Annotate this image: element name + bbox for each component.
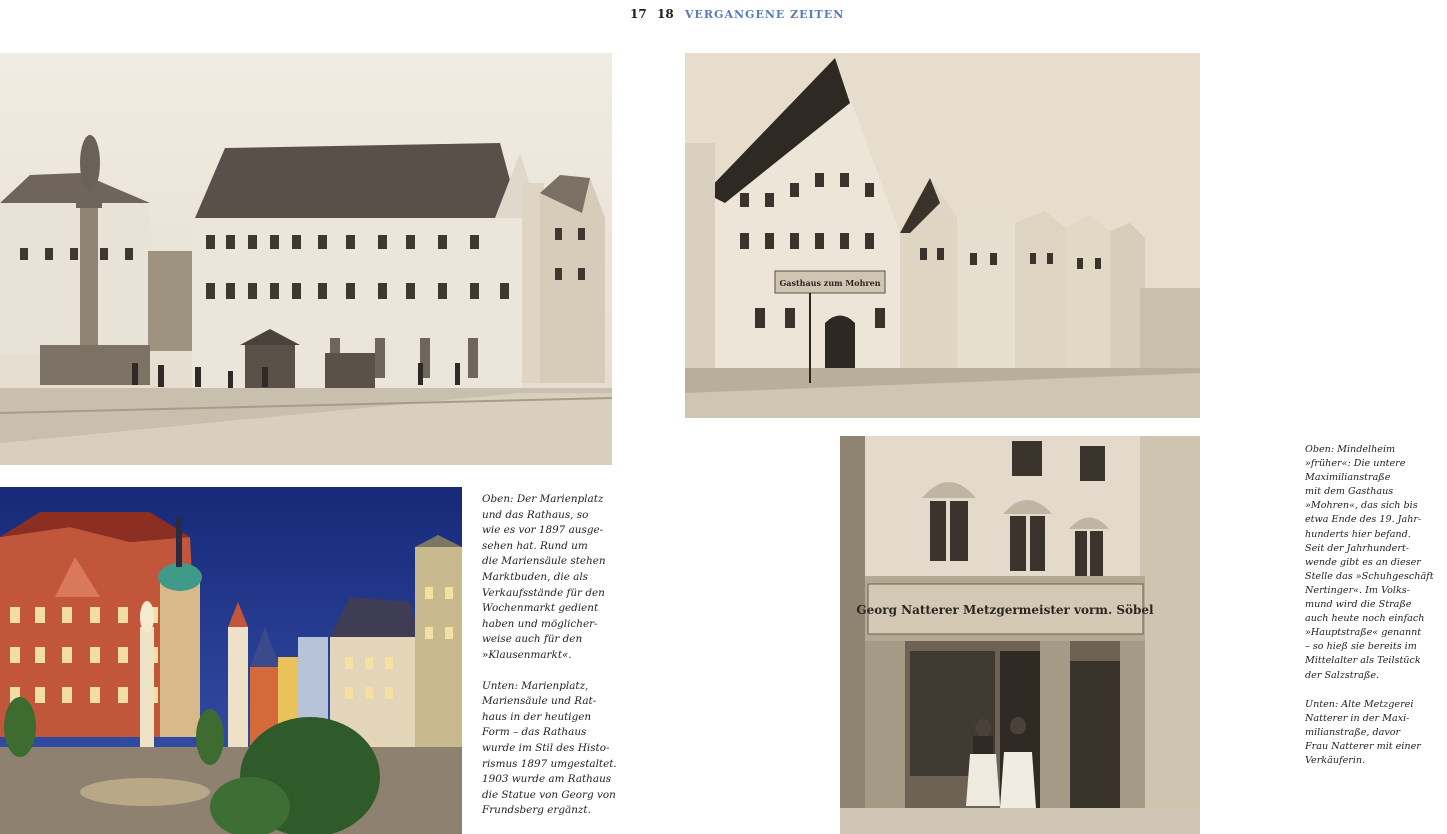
caption-left-bottom: Unten: Marienplatz, Mariensäule und Rat- haus in der heutigen Form – das Rathaus wurde im Stil des Histo- rismus 1897 umgestaltet. 1903 wurde am Rathaus die Statue von Georg von Frundsberg ergänzt. — [482, 679, 617, 817]
photo-maximilianstrasse-historic — [685, 53, 1200, 418]
caption-right-top: Oben: Mindelheim »früher«: Die untere Maximilianstraße mit dem Gasthaus »Mohren«, das sich bis etwa Ende des 19. Jahr- hunderts hier befand. Seit der Jahrhundert- wende gibt es an dieser Stelle das »Schuhgeschäft Nertinger«. Im Volks- mund wird die Straße auch heute noch einfach »Hauptstraße« genannt – so hieß sie bereits im Mittelalter als Teilstück der Salzstraße. — [1305, 444, 1434, 681]
page-right — [620, 0, 1434, 834]
section-title: VERGANGENE ZEITEN — [685, 8, 845, 21]
photo-marienplatz-historic — [0, 53, 612, 465]
caption-right-bottom: Unten: Alte Metzgerei Natterer in der Maxi- milianstraße, davor Frau Natterer mit einer Verkäuferin. — [1305, 698, 1421, 766]
caption-left — [482, 492, 617, 819]
page-number-left: 17 — [630, 7, 647, 21]
photo-marienplatz-modern — [0, 487, 462, 834]
page-number-right: 18 — [657, 7, 674, 21]
caption-left-top: Oben: Der Marienplatz und das Rathaus, so wie es vor 1897 ausge- sehen hat. Rund um die Mariensäule stehen Marktbuden, die als Verkaufsstände für den Wochenmarkt gedient haben und möglicher- weise auch für den »Klausenmarkt«. — [482, 493, 606, 661]
gasthaus-sign: Gasthaus zum Mohren — [779, 278, 881, 288]
metzgerei-sign: Georg Natterer Metzgermeister vorm. Söbel — [856, 603, 1154, 617]
page-left — [0, 0, 620, 834]
caption-right — [1305, 443, 1447, 768]
photo-metzgerei-natterer — [840, 436, 1200, 834]
